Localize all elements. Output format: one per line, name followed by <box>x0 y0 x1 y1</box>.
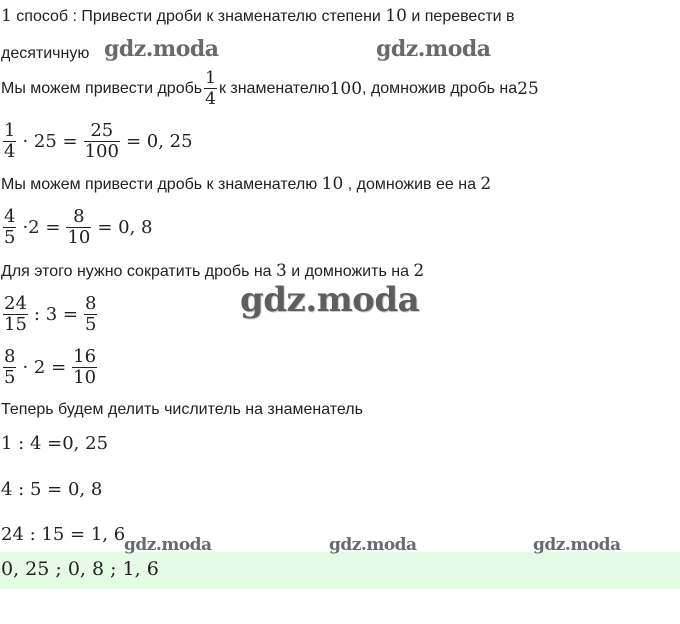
step-3-text-b: и домножить на <box>286 263 414 280</box>
division-2 <box>1 479 102 500</box>
step-2-text-a: Мы можем привести дробь к знаменателю <box>1 176 322 193</box>
intro-line-1 <box>1 6 515 26</box>
eq1-fraction-1 <box>3 121 16 162</box>
inline-fraction <box>204 68 217 109</box>
eq3-fraction-2 <box>84 294 97 335</box>
method-text-end: и перевести в <box>406 8 515 25</box>
eq4-f2-den: 10 <box>73 367 97 388</box>
answer-highlight <box>0 552 680 589</box>
step-3-text <box>1 261 424 281</box>
eq3-f1-den: 15 <box>4 314 27 335</box>
eq4-f1-num: 8 <box>4 346 16 367</box>
step-2-text-b: , домножив ее на <box>343 176 481 193</box>
eq3-f2-den: 5 <box>84 314 97 335</box>
eq2-f2-num: 8 <box>73 206 85 227</box>
power-number: 10 <box>385 6 407 26</box>
intro-line-2 <box>1 45 89 63</box>
division-1 <box>1 433 108 454</box>
watermark-5: gdz.moda <box>329 535 417 555</box>
eq1-result: = 0, 25 <box>125 131 193 152</box>
watermark-4: gdz.moda <box>124 535 212 555</box>
watermark-6: gdz.moda <box>533 535 621 555</box>
step-3-text-a: Для этого нужно сократить дробь на <box>1 263 277 280</box>
eq4-f1-den: 5 <box>4 367 16 388</box>
step-1-text-b: к знаменателю <box>218 79 330 97</box>
step-4-text-a: Теперь будем делить числитель на знаменатель <box>1 401 363 418</box>
fraction-denominator: 4 <box>205 89 216 109</box>
step-1-text <box>1 68 539 109</box>
division-2-text: 4 : 5 = 0, 8 <box>1 479 103 500</box>
eq4-fraction-2 <box>72 347 97 388</box>
eq4-f2-num: 16 <box>73 346 97 367</box>
step-1-text-a: Мы можем привести дробь <box>1 79 203 97</box>
fraction-numerator: 1 <box>205 68 216 88</box>
eq3-f2-num: 8 <box>84 293 97 314</box>
division-1-text: 1 : 4 =0, 25 <box>1 433 109 454</box>
eq2-fraction-2 <box>66 207 91 248</box>
multiplier-2: 2 <box>480 174 492 194</box>
watermark-3: gdz.moda <box>240 280 420 320</box>
method-number: 1 <box>1 6 12 26</box>
eq1-operator: · 25 = <box>22 131 78 152</box>
multiplier-2b: 2 <box>413 261 425 281</box>
eq1-f2-den: 100 <box>84 141 119 162</box>
eq2-f1-num: 4 <box>4 206 16 227</box>
eq1-fraction-2 <box>84 121 120 162</box>
answer-text: 0, 25 ; 0, 8 ; 1, 6 <box>1 558 159 580</box>
method-text: способ : Привести дроби к знаменателю степени <box>11 8 386 25</box>
eq1-f2-num: 25 <box>90 120 114 141</box>
eq1-f1-den: 4 <box>4 141 16 162</box>
eq3-fraction-1 <box>3 294 28 335</box>
step-1-text-c: , домножив дробь на <box>362 79 518 97</box>
denominator-10: 10 <box>321 174 344 194</box>
division-3-text: 24 : 15 = 1, 6 <box>1 524 126 545</box>
eq3-operator: : 3 = <box>33 304 78 325</box>
equation-1 <box>1 121 197 162</box>
eq2-fraction-1 <box>3 207 16 248</box>
decimal-word: десятичную <box>1 45 90 62</box>
eq2-f1-den: 5 <box>4 227 16 248</box>
equation-3 <box>1 294 99 335</box>
eq2-operator: ·2 = <box>22 217 61 238</box>
denominator-100: 100 <box>329 78 363 99</box>
divisor-3: 3 <box>276 261 287 281</box>
step-4-text <box>1 401 363 419</box>
eq3-f1-num: 24 <box>4 293 27 314</box>
eq4-operator: · 2 = <box>22 357 67 378</box>
eq4-fraction-1 <box>3 347 16 388</box>
watermark-2: gdz.moda <box>376 36 491 62</box>
eq2-result: = 0, 8 <box>97 217 153 238</box>
equation-2 <box>1 207 157 248</box>
eq1-f1-num: 1 <box>4 120 16 141</box>
multiplier-25: 25 <box>517 78 539 99</box>
equation-4 <box>1 347 99 388</box>
division-3 <box>1 524 125 545</box>
watermark-1: gdz.moda <box>104 36 219 62</box>
step-2-text <box>1 174 491 194</box>
eq2-f2-den: 10 <box>67 227 91 248</box>
